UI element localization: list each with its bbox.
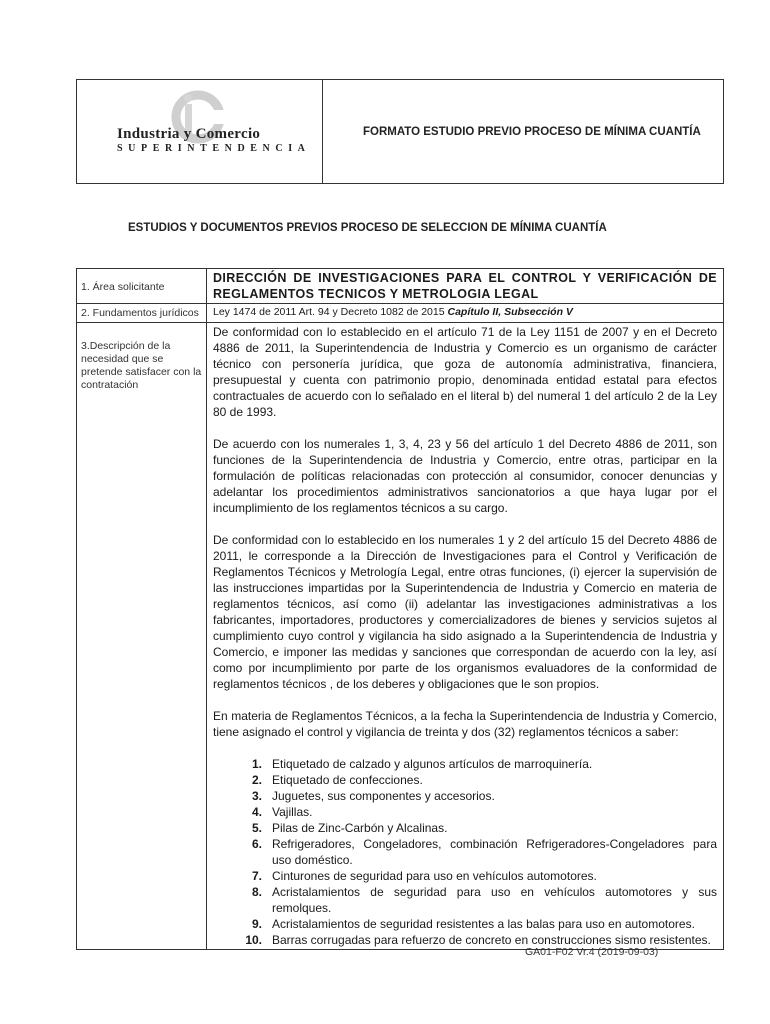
row-value: [207, 323, 723, 949]
item-number: 9.: [251, 917, 262, 931]
item-text: Cinturones de seguridad para uso en vehículos automotores.: [272, 869, 597, 883]
item-number: 6.: [251, 837, 262, 851]
list-item: [233, 804, 717, 820]
paragraph: De acuerdo con los numerales 1, 3, 4, 23 y 56 del artículo 1 del Decreto 4886 de 2011, son funciones de la Superintendencia de Industria y Comercio, entre otras, participar en la formulación de políticas relacionadas con protección al consumidor, conocer denuncias y adelantar los procedimientos administrativos sancionatorios a que haya lugar por el incumplimiento de los reglamentos técnicos a su cargo.: [213, 437, 717, 515]
paragraph: De conformidad con lo establecido en los numerales 1 y 2 del artículo 15 del Decreto 4886 de 2011, le corresponde a la Dirección de Investigaciones para el Control y Verificación de Reglamentos Técnicos y Metrología Legal, entre otras funciones, (i) ejercer la supervisión de las instrucciones impartidas por la Superintendencia de Industria y Comercio en materia de reglamentos técnicos, así como (ii) adelantar las investigaciones administrativas a los fabricantes, importadores, productores y comercializadores de bienes y servicios sujetos al cumplimiento cuyo control y vigilancia ha sido asignado a la Superintendencia de Industria y Comercio, e imponer las medidas y sanciones que correspondan de acuerdo con la ley, así como por incumplimiento por parte de los organismos evaluadores de la conformidad de reglamentos técnicos , de los deberes y obligaciones que le son propios.: [213, 533, 717, 691]
item-text: Juguetes, sus componentes y accesorios.: [272, 789, 495, 803]
item-number: 7.: [251, 869, 262, 883]
legal-basis-chapter: Capítulo II, Subsección V: [447, 306, 573, 318]
item-number: 10.: [245, 933, 262, 947]
item-text: Acristalamientos de seguridad resistentes a las balas para uso en automotores.: [272, 917, 695, 931]
paragraph: En materia de Reglamentos Técnicos, a la fecha la Superintendencia de Industria y Comercio, tiene asignado el control y vigilancia de treinta y dos (32) reglamentos técnicos a saber:: [213, 709, 717, 739]
row-label: 1. Área solicitante: [77, 269, 207, 303]
list-item: [233, 772, 717, 788]
item-number: 3.: [251, 789, 262, 803]
regulations-list: [213, 756, 717, 948]
item-text: Pilas de Zinc-Carbón y Alcalinas.: [272, 821, 448, 835]
row-label: 3.Descripción de la necesidad que se pretende satisfacer con la contratación: [77, 323, 207, 949]
list-item: [233, 756, 717, 772]
list-item: [233, 884, 717, 916]
item-number: 2.: [251, 773, 262, 787]
table-row: [77, 323, 723, 949]
list-item: [233, 788, 717, 804]
item-number: 5.: [251, 821, 262, 835]
list-item: [233, 836, 717, 868]
item-text: Etiquetado de confecciones.: [272, 773, 423, 787]
list-item: [233, 916, 717, 932]
legal-basis-text: Ley 1474 de 2011 Art. 94 y Decreto 1082 de 2015: [213, 306, 448, 318]
row-value: [207, 304, 723, 322]
table-row: [77, 304, 723, 323]
form-code: GA01-F02 Vr.4 (2019-09-03): [525, 946, 659, 958]
logo-subtitle: SUPERINTENDENCIA: [117, 143, 311, 154]
form-title: FORMATO ESTUDIO PREVIO PROCESO DE MÍNIMA CUANTÍA: [363, 125, 701, 138]
item-text: Barras corrugadas para refuerzo de concreto en construcciones sismo resistentes.: [272, 933, 711, 947]
item-text: Etiquetado de calzado y algunos artículos de marroquinería.: [272, 757, 593, 771]
row-value: DIRECCIÓN DE INVESTIGACIONES PARA EL CONTROL Y VERIFICACIÓN DE REGLAMENTOS TECNICOS Y METROLOGIA LEGAL: [213, 271, 717, 301]
studies-table: [76, 268, 724, 950]
item-text: Acristalamientos de seguridad para uso en vehículos automotores y sus remolques.: [272, 885, 717, 915]
item-number: 4.: [251, 805, 262, 819]
document-title: ESTUDIOS Y DOCUMENTOS PREVIOS PROCESO DE SELECCION DE MÍNIMA CUANTÍA: [128, 222, 607, 234]
item-number: 1.: [251, 757, 262, 771]
row-label: 2. Fundamentos jurídicos: [77, 304, 207, 322]
list-item: [233, 868, 717, 884]
paragraph: De conformidad con lo establecido en el artículo 71 de la Ley 1151 de 2007 y en el Decreto 4886 de 2011, la Superintendencia de Industria y Comercio es un organismo de carácter técnico con personería jurídica, que goza de autonomía administrativa, financiera, presupuestal y cuenta con patrimonio propio, denominada entidad estatal para efectos contractuales de acuerdo con lo señalado en el literal b) del numeral 1 del artículo 2 de la Ley 80 de 1993.: [213, 325, 717, 419]
logo-name: Industria y Comercio: [117, 126, 261, 142]
list-item: [233, 820, 717, 836]
item-text: Refrigeradores, Congeladores, combinación Refrigeradores-Congeladores para uso doméstico.: [272, 837, 717, 867]
logo-cell: [77, 80, 323, 183]
item-text: Vajillas.: [272, 805, 313, 819]
document-header: [76, 79, 724, 184]
table-row: [77, 269, 723, 304]
item-number: 8.: [251, 885, 262, 899]
